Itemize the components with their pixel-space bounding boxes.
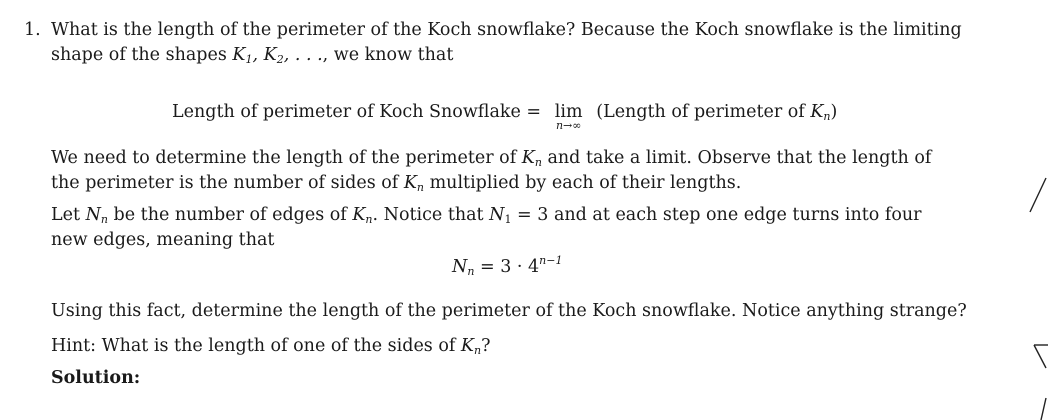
paragraph-3-line-2: new edges, meaning that [51,230,275,250]
math-kn: $K_n$ [403,173,425,194]
limit-subscript: n→∞ [555,119,582,132]
hint-tail: ? [481,336,491,356]
question-line: Using this fact, determine the length of the perimeter of the Koch snowflake. Notice anything strange? [51,301,967,321]
p2-text-d: multiplied by each of their lengths. [424,173,742,193]
math-nn: $N_n$ [452,257,475,278]
solution-label [51,368,140,388]
edge-count-formula [452,254,563,278]
p3-text-b: be the number of edges of [107,205,353,225]
hint-line [51,336,490,356]
paragraph-2-line-1 [51,148,931,168]
equation-rhs: (Length of perimeter of [596,102,811,122]
math-kn: $K_n$ [352,205,373,226]
limit-operator [547,102,591,132]
p2-text-b: and take a limit. Observe that the length of [541,148,932,168]
problem-number: 1. [24,20,41,40]
equation-lhs: Length of perimeter of Koch Snowflake = [172,102,547,122]
p2-text-c: the perimeter is the number of sides of [51,173,404,193]
p3-text-d: = 3 and at each step one edge turns into four [511,205,922,225]
math-nn: $N_n$ [85,205,108,226]
intro-line-2-tail: , we know that [322,45,454,65]
perimeter-limit-equation [172,102,838,132]
math-n1: $N_1$ [489,205,512,226]
snowflake-stroke-1 [1030,178,1046,212]
equation-rhs-close: ) [830,102,838,122]
intro-line-2 [51,45,453,65]
formula-exponent: n−1 [539,254,563,267]
formula-body: = 3 · 4 [474,257,540,277]
math-k-sequence: $K_1$, $K_2$, . . . [232,45,323,66]
snowflake-fragment-icon [1008,0,1048,420]
intro-line-2-text: shape of the shapes [51,45,233,65]
p3-text-c: . Notice that [372,205,490,225]
p2-text-a: We need to determine the length of the perimeter of [51,148,522,168]
paragraph-3-line-1 [51,205,922,225]
solution-label-text: Solution: [51,368,141,388]
math-kn: $K_n$ [460,336,482,357]
math-kn: $K_n$ [810,102,831,123]
limit-label: lim [554,102,583,122]
hint-text: Hint: What is the length of one of the sides of [51,336,461,356]
snowflake-stroke-3 [1034,345,1046,368]
math-kn: $K_n$ [521,148,542,169]
p3-text-a: Let [51,205,86,225]
snowflake-stroke-4 [1041,398,1046,420]
paragraph-2-line-2 [51,173,741,193]
intro-line-1: What is the length of the perimeter of the Koch snowflake? Because the Koch snowflake is the limiting [51,20,962,40]
